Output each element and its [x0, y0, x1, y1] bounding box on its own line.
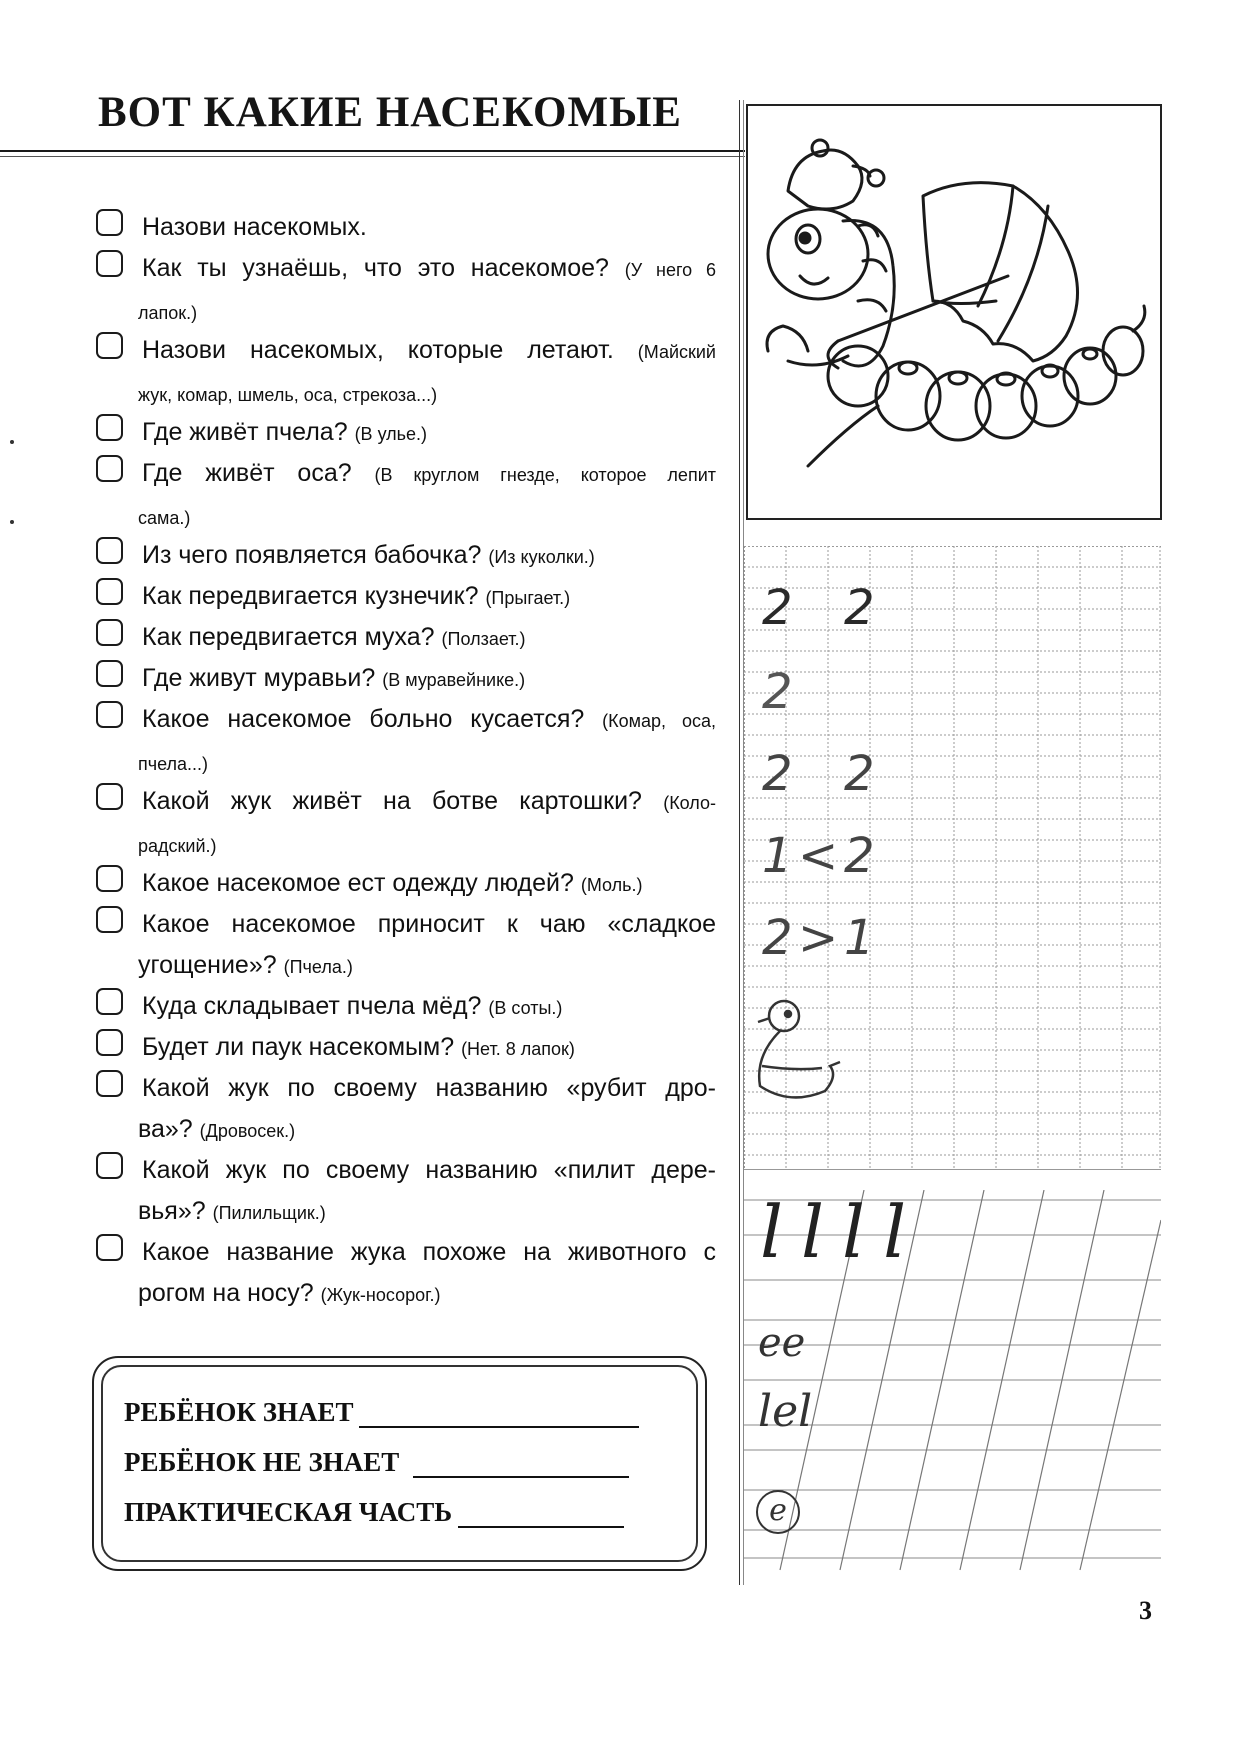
answer-text: лапок.) [138, 303, 198, 323]
question-item [96, 207, 716, 248]
answer-text: (Из куколки.) [488, 547, 595, 567]
checkbox[interactable] [96, 578, 123, 605]
practical-blank[interactable] [458, 1496, 624, 1528]
answer-text: (В улье.) [354, 424, 428, 444]
handwriting-grid [744, 546, 1161, 1170]
question-text: Где живут муравьи? [142, 664, 376, 692]
checkbox[interactable] [96, 1152, 123, 1179]
hat-pompom [812, 140, 828, 156]
caterpillar-smile [800, 276, 828, 284]
body-spot [949, 372, 967, 384]
answer-text: (Пчела.) [283, 957, 353, 977]
practical-label: ПРАКТИЧЕСКАЯ ЧАСТЬ [124, 1497, 453, 1527]
checkbox[interactable] [96, 250, 123, 277]
answer-text: сама.) [138, 508, 191, 528]
checkbox[interactable] [96, 660, 123, 687]
hw-digit: 2 [762, 910, 793, 966]
question-text: Какое насекомое ест одежду людей? [142, 869, 574, 897]
answer-text: (Прыгает.) [485, 588, 571, 608]
answer-text: (Нет. 8 лапок) [461, 1039, 575, 1059]
not-knows-row [124, 1438, 629, 1478]
page-title: ВОТ КАКИЕ НАСЕКОМЫЕ [98, 89, 682, 136]
answer-text: (Майский [637, 342, 716, 362]
assessment-box [92, 1356, 707, 1571]
answer-text: (Комар, оса, [602, 711, 716, 731]
question-item [96, 904, 716, 986]
body-segment [876, 362, 940, 430]
margin-dot [10, 440, 14, 444]
question-item [96, 1027, 716, 1068]
knows-label: РЕБЁНОК ЗНАЕТ [124, 1397, 354, 1427]
answer-text: (Жук-носорог.) [320, 1285, 441, 1305]
question-text: Как передвигается кузнечик? [142, 582, 479, 610]
cursive-row-1: llll [760, 1190, 925, 1274]
caterpillar-arm [767, 326, 808, 351]
umbrella-shaft-lower [808, 406, 878, 466]
caterpillar-arm-lower [788, 356, 848, 365]
hw-row-3 [752, 746, 1152, 806]
cursive-row-2: ee [758, 1320, 806, 1366]
question-text: Какой жук по своему названию «пилит дере- [142, 1156, 716, 1184]
question-list [96, 207, 716, 1314]
question-text: Куда складывает пчела мёд? [142, 992, 482, 1020]
question-item [96, 576, 716, 617]
hw-digit: 2 [762, 580, 793, 636]
checkbox[interactable] [96, 701, 123, 728]
hw-digit: 2 [844, 580, 875, 636]
question-item [96, 781, 716, 863]
answer-text: (Коло- [663, 793, 717, 813]
checkbox[interactable] [96, 414, 123, 441]
umbrella-rib [978, 186, 1013, 306]
caterpillar-picture-frame [746, 104, 1162, 520]
question-item [96, 863, 716, 904]
hw-digit: 1 [762, 828, 793, 884]
checkbox[interactable] [96, 455, 123, 482]
caterpillar-pupil [800, 233, 810, 243]
question-text: Какой жук живёт на ботве картошки? [142, 787, 642, 815]
answer-text: жук, комар, шмель, оса, стрекоза...) [138, 385, 438, 405]
question-item [96, 412, 716, 453]
hw-digit: 2 [762, 664, 793, 720]
hw-digit: 2 [762, 746, 793, 802]
question-text: Назови насекомых. [142, 213, 367, 241]
question-text: угощение»? [138, 951, 277, 979]
question-text: Какое насекомое приносит к чаю «сладкое [142, 910, 716, 938]
neck-stripe [858, 300, 886, 311]
question-text: Где живёт пчела? [142, 418, 348, 446]
question-text: Как передвигается муха? [142, 623, 435, 651]
checkbox[interactable] [96, 988, 123, 1015]
duck-drawing [750, 996, 850, 1106]
umbrella-canopy [923, 183, 1078, 361]
checkbox[interactable] [96, 783, 123, 810]
checkbox[interactable] [96, 332, 123, 359]
question-item [96, 658, 716, 699]
question-text: Назови насекомых, которые летают. [142, 336, 614, 364]
not-knows-blank[interactable] [413, 1446, 629, 1478]
question-item [96, 453, 716, 535]
question-item [96, 330, 716, 412]
question-item [96, 1232, 716, 1314]
answer-text: (Моль.) [580, 875, 643, 895]
question-item [96, 535, 716, 576]
question-item [96, 617, 716, 658]
answer-text: (Ползает.) [441, 629, 526, 649]
knows-row [124, 1388, 639, 1428]
answer-text: (Пилильщик.) [212, 1203, 326, 1223]
answer-text: пчела...) [138, 754, 209, 774]
question-text: ва»? [138, 1115, 193, 1143]
question-text: Как ты узнаёшь, что это насекомое? [142, 254, 609, 282]
hat-pompom [868, 170, 884, 186]
margin-dot [10, 520, 14, 524]
cursive-row-3: lel [758, 1386, 813, 1437]
caterpillar-head [768, 209, 868, 299]
hw-digit: 2 [844, 746, 875, 802]
answer-text: (В соты.) [488, 998, 563, 1018]
checkbox[interactable] [96, 1029, 123, 1056]
jester-hat [788, 150, 862, 209]
question-item [96, 1068, 716, 1150]
body-segment [1022, 366, 1078, 426]
question-text: Будет ли паук насекомым? [142, 1033, 455, 1061]
hw-row-2 [752, 664, 1152, 724]
checkbox[interactable] [96, 209, 123, 236]
body-spot [1083, 349, 1097, 359]
cursive-row-4: e [756, 1490, 800, 1534]
caterpillar-neck [843, 221, 894, 366]
question-text: Какой жук по своему названию «рубит дро- [142, 1074, 716, 1102]
checkbox[interactable] [96, 537, 123, 564]
question-text: рогом на носу? [138, 1279, 314, 1307]
tail-segment [1103, 327, 1143, 375]
title-rule [0, 150, 745, 152]
column-divider [739, 100, 740, 1585]
checkbox[interactable] [96, 865, 123, 892]
hw-digit: 2 [844, 828, 875, 884]
question-item [96, 248, 716, 330]
body-spot [899, 362, 917, 374]
question-text: вья»? [138, 1197, 206, 1225]
hw-row-5 [752, 910, 1152, 970]
answer-text: (Дровосек.) [199, 1121, 296, 1141]
body-segment [926, 372, 990, 440]
question-text: Какое насекомое больно кусается? [142, 705, 585, 733]
title-rule-thin [0, 156, 745, 157]
caterpillar-umbrella-illustration [748, 106, 1160, 518]
answer-text: (В муравейнике.) [382, 670, 526, 690]
body-segment [828, 346, 888, 406]
hw-sign: > [798, 910, 839, 966]
checkbox[interactable] [96, 1234, 123, 1261]
answer-text: (В круглом гнезде, которое лепит [374, 465, 716, 485]
tail-tip [1133, 306, 1145, 331]
practical-row [124, 1488, 624, 1528]
question-text: Из чего появляется бабочка? [142, 541, 482, 569]
question-text: Где живёт оса? [142, 459, 352, 487]
cursive-lines [744, 1190, 1161, 1580]
knows-blank[interactable] [359, 1396, 639, 1428]
page-number: 3 [1139, 1596, 1152, 1625]
checkbox[interactable] [96, 906, 123, 933]
not-knows-label: РЕБЁНОК НЕ ЗНАЕТ [124, 1447, 400, 1477]
question-item [96, 986, 716, 1027]
checkbox[interactable] [96, 619, 123, 646]
hw-sign: < [798, 828, 839, 884]
hw-digit: 1 [844, 910, 875, 966]
answer-text: (У него 6 [624, 260, 716, 280]
answer-text: радский.) [138, 836, 217, 856]
checkbox[interactable] [96, 1070, 123, 1097]
hw-row-4 [752, 828, 1152, 888]
hw-row-1 [752, 580, 1152, 640]
question-item [96, 1150, 716, 1232]
question-item [96, 699, 716, 781]
question-text: Какое название жука похоже на животного с [142, 1238, 716, 1266]
